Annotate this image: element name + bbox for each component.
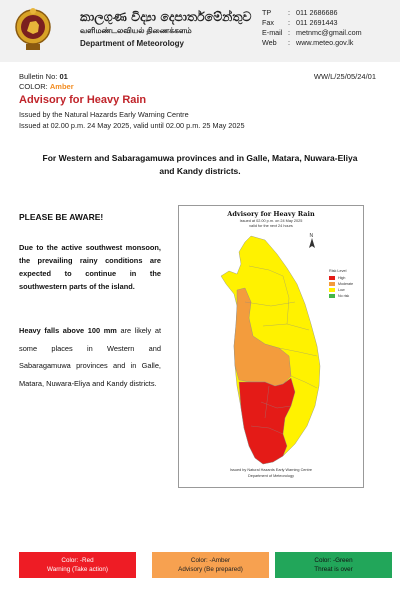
sri-lanka-emblem-icon (14, 6, 52, 52)
contact-label: Fax (262, 18, 274, 27)
issued-at: Issued at 02.00 p.m. 24 May 2025, valid until 02.00 p.m. 25 May 2025 (19, 121, 245, 130)
map-footer-issuer: Issued by Natural Hazards Early Warning Centre (230, 468, 312, 472)
bulletin-number (19, 72, 68, 81)
map-legend (329, 269, 361, 299)
phone-number: 011 2686686 (296, 8, 338, 17)
legend-label: No risk (338, 294, 350, 298)
map-footer-department: Department of Meteorology (247, 474, 294, 478)
map-validity: valid for the next 24 hours (249, 224, 293, 228)
legend-label: Low (338, 288, 345, 292)
bulletin-reference: WW/L/25/05/24/01 (313, 72, 376, 81)
color-key-amber-name: Color: -Amber (190, 557, 231, 564)
legend-title: Risk Level (329, 269, 347, 273)
color-value: Amber (49, 82, 74, 91)
legend-label: Moderate (338, 282, 354, 286)
legend-label: High (338, 276, 346, 280)
department-name-sinhala: කාලගුණ විද්‍යා දෙපාර්තමේන්තුව (80, 9, 252, 24)
north-arrow-icon (309, 238, 315, 248)
risk-map (178, 205, 364, 488)
contact-block: TP : 011 2686686 Fax : 011 2691443 E-mail : metnmc@gmail.com Web : www.meteo.gov.lk (262, 8, 362, 47)
warning-heading: PLEASE BE AWARE! (19, 212, 104, 222)
department-name-english: Department of Meteorology (80, 39, 185, 48)
legend-item-no-risk (329, 293, 361, 299)
color-key-red-name: Color: -Red (61, 557, 94, 564)
contact-label: TP (262, 8, 272, 17)
rainfall-amount: Heavy falls above 100 mm (19, 326, 117, 335)
sri-lanka-map (179, 206, 363, 487)
issued-by: Issued by the Natural Hazards Early Warning Centre (19, 110, 189, 119)
rainfall-details: are likely at some places in Western and Sabaragamuwa provinces and in Galle, Matara, Nuwara-Eliya and Kandy districts. (19, 326, 161, 388)
color-key-amber-meaning: Advisory (Be prepared) (178, 566, 243, 573)
color-key-red (19, 552, 136, 578)
bulletin-color (19, 82, 74, 91)
fax-number: 011 2691443 (296, 18, 338, 27)
website-link[interactable]: www.meteo.gov.lk (296, 38, 354, 47)
letterhead (0, 0, 400, 62)
department-name-tamil: வளிமண்டலவியல் திணைக்களம் (80, 26, 192, 35)
color-key-green (275, 552, 392, 578)
monsoon-paragraph: Due to the active southwest monsoon, the prevailing rainy conditions are expected to continue in the southwestern parts of the island. (19, 243, 161, 291)
rainfall-paragraph (19, 322, 161, 392)
bulletin-label: Bulletin No: (19, 72, 58, 81)
color-key-green-meaning: Threat is over (314, 566, 353, 573)
email-address[interactable]: metnmc@gmail.com (296, 28, 362, 37)
affected-regions: For Western and Sabaragamuwa provinces and in Galle, Matara, Nuwara-Eliya and Kandy districts. (42, 153, 358, 176)
color-label: COLOR: (19, 82, 48, 91)
contact-label: E-mail (262, 28, 283, 37)
color-key-green-name: Color: -Green (314, 557, 353, 564)
page-title: Advisory for Heavy Rain (19, 94, 147, 106)
map-title: Advisory for Heavy Rain (227, 210, 315, 218)
contact-label: Web (262, 38, 277, 47)
map-subtitle: Issued at 02.00 p.m. on 24 May 2025 (239, 219, 303, 223)
bulletin-number-value: 01 (59, 72, 68, 81)
color-key-amber (152, 552, 269, 578)
color-key-red-meaning: Warning (Take action) (46, 566, 108, 573)
north-label: N (309, 233, 314, 239)
